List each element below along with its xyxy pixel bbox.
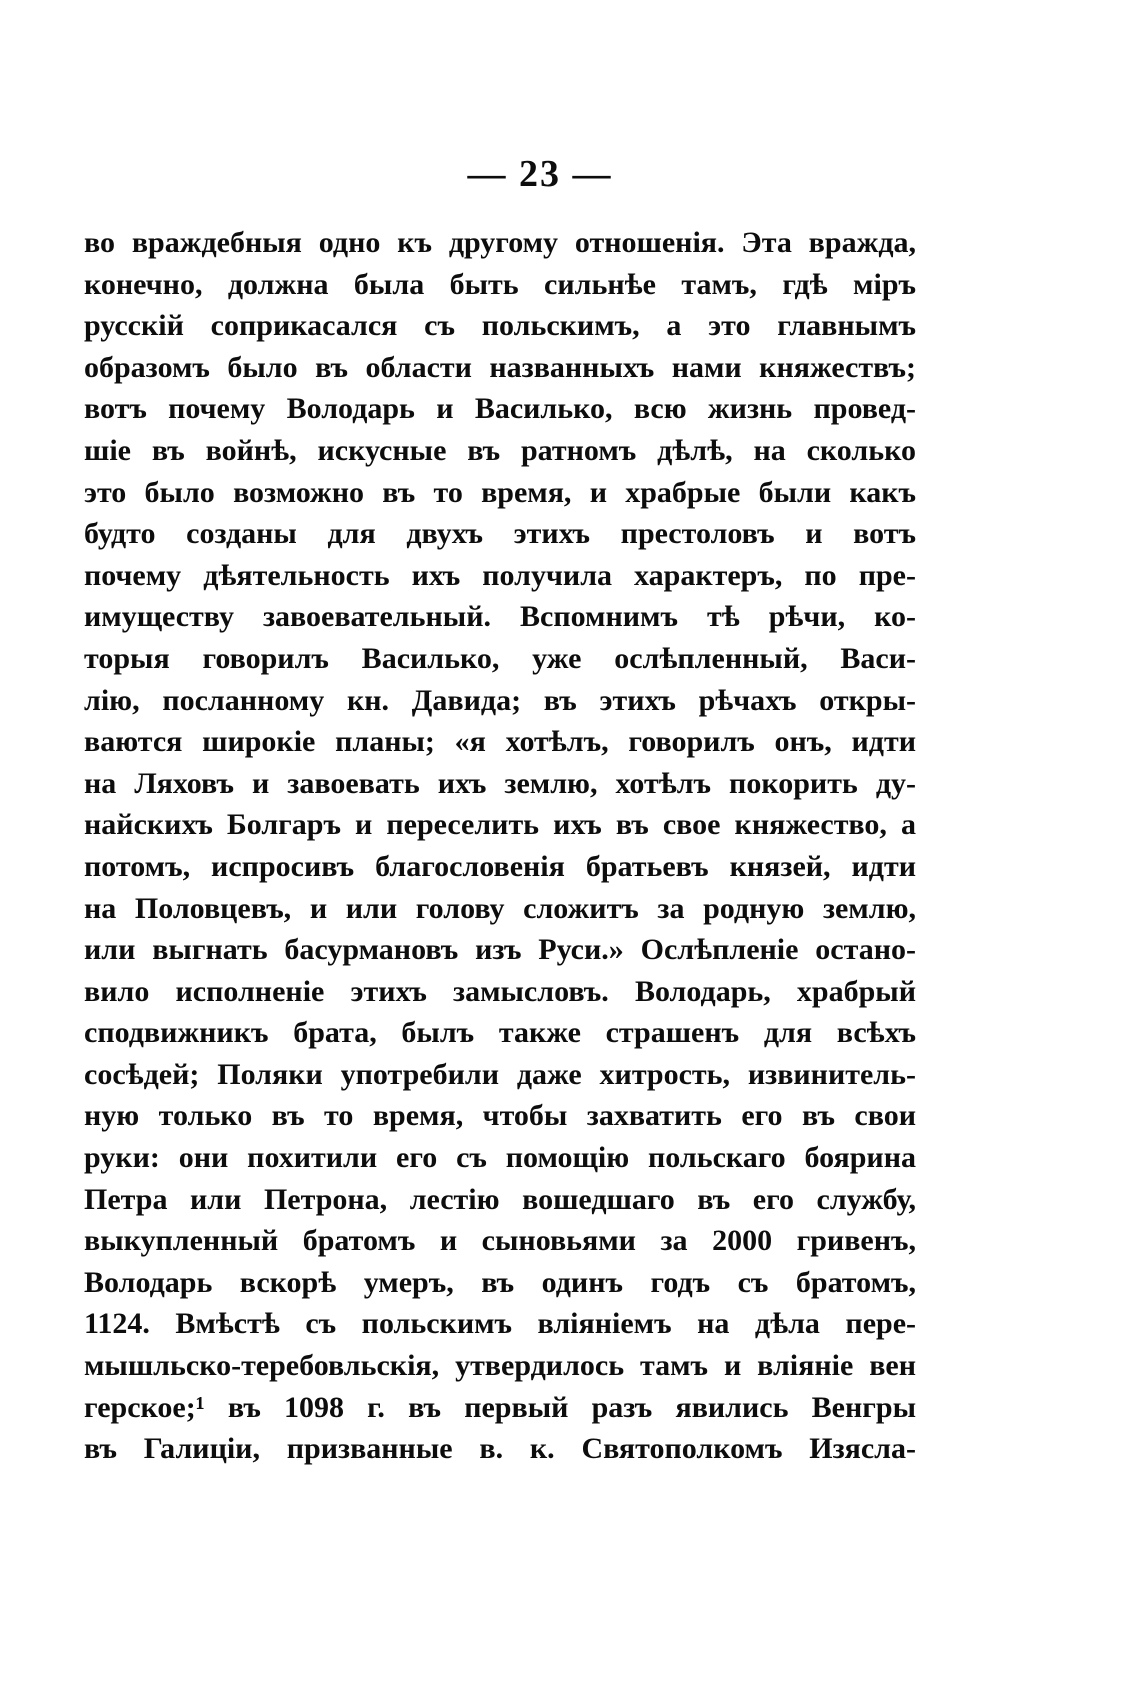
text-line-10: имуществу завоевательный. Вспомнимъ тѣ рѣчи, ко-	[84, 600, 916, 634]
text-line-28: мышльско-теребовльскія, утвердилось тамъ и вліяніе вен	[84, 1349, 916, 1383]
page-number: — 23 —	[467, 153, 613, 195]
text-line-14: на Ляховъ и завоевать ихъ землю, хотѣлъ покорить ду-	[84, 766, 916, 800]
text-line-5: вотъ почему Володарь и Василько, всю жизнь провед-	[84, 392, 916, 426]
text-line-17: на Половцевъ, и или голову сложитъ за родную землю,	[84, 891, 916, 925]
text-line-21: сосѣдей; Поляки употребили даже хитрость, извинитель-	[84, 1057, 916, 1091]
text-line-20: сподвижникъ брата, былъ также страшенъ для всѣхъ	[84, 1016, 916, 1050]
text-line-24: Петра или Петрона, лестію вошедшаго въ его службу,	[84, 1182, 916, 1216]
text-line-16: потомъ, испросивъ благословенія братьевъ князей, идти	[84, 849, 916, 883]
text-line-29: герское;¹ въ 1098 г. въ первый разъ явились Венгры	[84, 1390, 916, 1424]
text-line-11: торыя говорилъ Василько, уже ослѣпленный, Васи-	[84, 641, 916, 675]
text-line-3: русскій соприкасался съ польскимъ, а это главнымъ	[84, 309, 916, 343]
body-text	[84, 222, 916, 1470]
text-line-7: это было возможно въ то время, и храбрые были какъ	[84, 475, 916, 509]
text-line-19: вило исполненіе этихъ замысловъ. Володарь, храбрый	[84, 974, 916, 1008]
text-line-22: ную только въ то время, чтобы захватить его въ свои	[84, 1099, 916, 1133]
text-line-9: почему дѣятельность ихъ получила характеръ, по пре-	[84, 558, 916, 592]
text-line-27: 1124. Вмѣстѣ съ польскимъ вліяніемъ на дѣла пере-	[84, 1307, 916, 1341]
text-line-8: будто созданы для двухъ этихъ престоловъ и вотъ	[84, 517, 916, 551]
text-line-26: Володарь вскорѣ умеръ, въ одинъ годъ съ братомъ,	[84, 1265, 916, 1299]
text-line-13: ваются широкіе планы; «я хотѣлъ, говорилъ онъ, идти	[84, 725, 916, 759]
text-line-15: найскихъ Болгаръ и переселить ихъ въ свое княжество, а	[84, 808, 916, 842]
text-line-12: лію, посланному кн. Давида; въ этихъ рѣчахъ откры-	[84, 683, 916, 717]
text-line-1: во враждебныя одно къ другому отношенія. Эта вражда,	[84, 226, 916, 259]
text-line-4: образомъ было въ области названныхъ нами княжествъ;	[84, 350, 916, 384]
text-line-30: въ Галиціи, призванные в. к. Святополкомъ Изясла-	[84, 1432, 916, 1466]
text-line-2: конечно, должна была быть сильнѣе тамъ, гдѣ міръ	[84, 267, 916, 301]
text-line-6: шіе въ войнѣ, искусные въ ратномъ дѣлѣ, на сколько	[84, 433, 916, 467]
text-line-23: руки: они похитили его съ помощію польскаго боярина	[84, 1141, 916, 1175]
text-line-18: или выгнать басурмановъ изъ Руси.» Ослѣпленіе остано-	[84, 933, 916, 967]
text-line-25: выкупленный братомъ и сыновьями за 2000 гривенъ,	[84, 1224, 916, 1258]
